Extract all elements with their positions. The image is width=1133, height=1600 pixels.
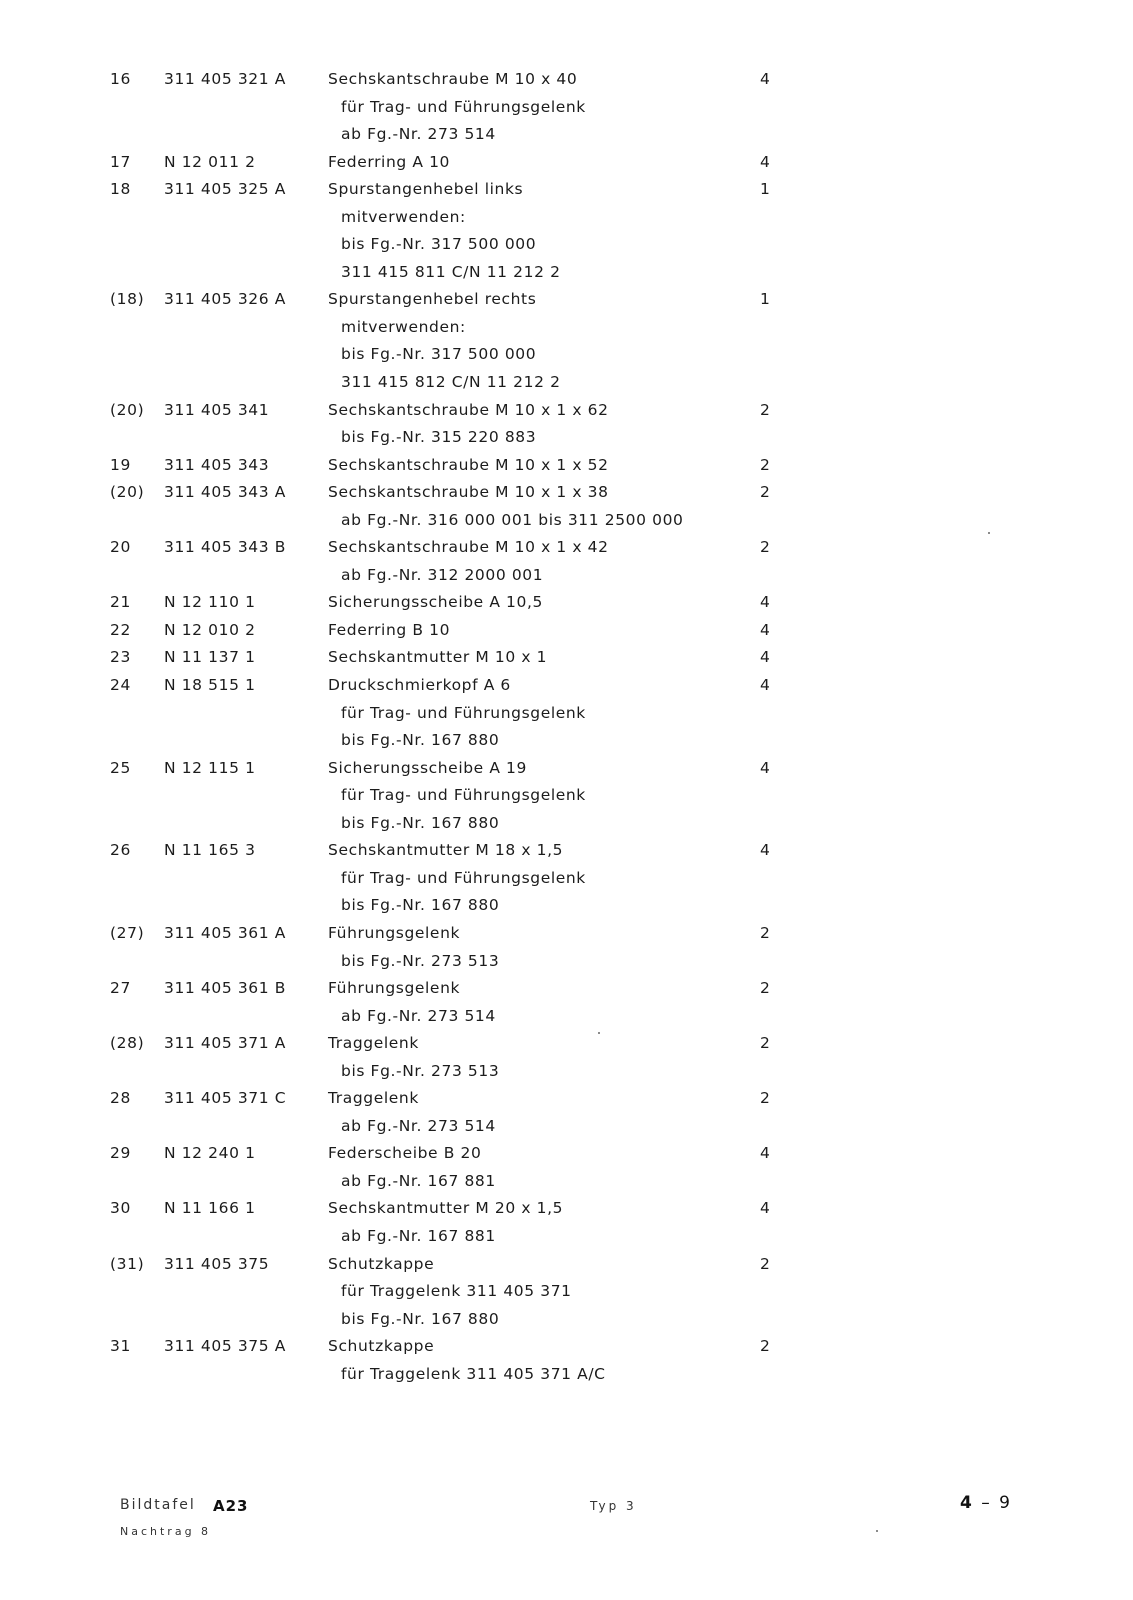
parts-row-note xyxy=(0,507,1133,535)
footer-page-number xyxy=(960,1493,1012,1513)
part-note: ab Fg.-Nr. 273 514 xyxy=(341,1116,496,1135)
position-number: 17 xyxy=(110,152,131,171)
parts-row xyxy=(0,1085,1133,1113)
part-note: bis Fg.-Nr. 273 513 xyxy=(341,1061,500,1080)
part-note: für Traggelenk 311 405 371 A/C xyxy=(341,1364,606,1383)
part-description: Spurstangenhebel rechts xyxy=(328,290,537,309)
parts-row-note xyxy=(0,810,1133,838)
part-description: Sechskantschraube M 10 x 1 x 42 xyxy=(328,538,609,557)
footer-type: Typ 3 xyxy=(590,1499,637,1513)
parts-row xyxy=(0,589,1133,617)
parts-row xyxy=(0,286,1133,314)
quantity: 2 xyxy=(760,1254,771,1273)
parts-row xyxy=(0,1251,1133,1279)
quantity: 4 xyxy=(760,1199,771,1218)
part-description: Sechskantmutter M 20 x 1,5 xyxy=(328,1199,564,1218)
parts-row-note xyxy=(0,231,1133,259)
part-number: 311 405 343 B xyxy=(164,538,286,557)
position-number: 30 xyxy=(110,1199,131,1218)
part-note: für Trag- und Führungsgelenk xyxy=(341,786,586,805)
parts-list xyxy=(0,66,1133,1388)
parts-row-note xyxy=(0,892,1133,920)
position-number: 25 xyxy=(110,758,131,777)
position-number: 20 xyxy=(110,538,131,557)
quantity: 2 xyxy=(760,483,771,502)
parts-row xyxy=(0,617,1133,645)
position-number: (20) xyxy=(110,483,145,502)
parts-row-note xyxy=(0,204,1133,232)
part-note: für Traggelenk 311 405 371 xyxy=(341,1282,572,1301)
parts-row-note xyxy=(0,1278,1133,1306)
position-number: (18) xyxy=(110,290,145,309)
part-description: Sechskantschraube M 10 x 1 x 52 xyxy=(328,455,609,474)
part-note: 311 415 811 C/N 11 212 2 xyxy=(341,262,561,281)
part-number: 311 405 371 C xyxy=(164,1089,287,1108)
parts-row-note xyxy=(0,94,1133,122)
part-number: 311 405 321 A xyxy=(164,70,286,88)
position-number: 31 xyxy=(110,1337,131,1356)
part-number: N 11 166 1 xyxy=(164,1199,256,1218)
part-number: N 12 115 1 xyxy=(164,758,256,777)
parts-row xyxy=(0,397,1133,425)
part-number: 311 405 343 xyxy=(164,455,270,474)
parts-row-note xyxy=(0,314,1133,342)
quantity: 1 xyxy=(760,180,771,199)
quantity: 4 xyxy=(760,841,771,860)
part-note: für Trag- und Führungsgelenk xyxy=(341,97,586,116)
quantity: 2 xyxy=(760,1034,771,1053)
parts-row-note xyxy=(0,424,1133,452)
part-note: bis Fg.-Nr. 317 500 000 xyxy=(341,235,537,254)
part-note: bis Fg.-Nr. 167 880 xyxy=(341,896,500,915)
quantity: 2 xyxy=(760,455,771,474)
part-note: für Trag- und Führungsgelenk xyxy=(341,868,586,887)
parts-row xyxy=(0,1030,1133,1058)
quantity: 4 xyxy=(760,648,771,667)
part-description: Sechskantschraube M 10 x 1 x 62 xyxy=(328,400,609,419)
quantity: 2 xyxy=(760,400,771,419)
position-number: 24 xyxy=(110,676,131,695)
parts-row-note xyxy=(0,562,1133,590)
part-number: N 12 240 1 xyxy=(164,1144,256,1163)
parts-row xyxy=(0,755,1133,783)
part-number: N 12 010 2 xyxy=(164,620,256,639)
scan-speck xyxy=(988,532,990,534)
part-description: Führungsgelenk xyxy=(328,979,461,998)
parts-row xyxy=(0,176,1133,204)
part-note: ab Fg.-Nr. 167 881 xyxy=(341,1171,496,1190)
part-description: Sechskantmutter M 18 x 1,5 xyxy=(328,841,564,860)
part-number: 311 405 325 A xyxy=(164,180,286,199)
position-number: (27) xyxy=(110,923,145,942)
parts-row xyxy=(0,1333,1133,1361)
part-description: Druckschmierkopf A 6 xyxy=(328,676,511,695)
parts-row-note xyxy=(0,1058,1133,1086)
footer-supplement: Nachtrag 8 xyxy=(120,1525,212,1538)
scan-speck xyxy=(876,1530,878,1532)
footer-page-minor: – 9 xyxy=(981,1493,1012,1513)
quantity: 4 xyxy=(760,593,771,612)
position-number: (20) xyxy=(110,400,145,419)
position-number: 19 xyxy=(110,455,131,474)
part-description: Führungsgelenk xyxy=(328,923,461,942)
parts-row-note xyxy=(0,369,1133,397)
part-description: Federring A 10 xyxy=(328,152,451,171)
parts-row xyxy=(0,1140,1133,1168)
part-number: 311 405 375 xyxy=(164,1254,270,1273)
part-description: Sechskantschraube M 10 x 40 xyxy=(328,70,578,88)
quantity: 4 xyxy=(760,758,771,777)
position-number: 28 xyxy=(110,1089,131,1108)
position-number: 26 xyxy=(110,841,131,860)
part-description: Sicherungsscheibe A 10,5 xyxy=(328,593,543,612)
quantity: 4 xyxy=(760,676,771,695)
parts-row-note xyxy=(0,1003,1133,1031)
quantity: 2 xyxy=(760,979,771,998)
part-description: Traggelenk xyxy=(328,1034,419,1053)
position-number: 21 xyxy=(110,593,131,612)
parts-row-note xyxy=(0,782,1133,810)
parts-row xyxy=(0,975,1133,1003)
part-note: bis Fg.-Nr. 167 880 xyxy=(341,731,500,750)
part-note: ab Fg.-Nr. 273 514 xyxy=(341,125,496,144)
position-number: 16 xyxy=(110,70,131,88)
part-number: 311 405 375 A xyxy=(164,1337,286,1356)
quantity: 4 xyxy=(760,1144,771,1163)
part-note: für Trag- und Führungsgelenk xyxy=(341,703,586,722)
part-number: N 11 165 3 xyxy=(164,841,256,860)
part-number: N 12 110 1 xyxy=(164,593,256,612)
part-number: N 18 515 1 xyxy=(164,676,256,695)
part-note: ab Fg.-Nr. 167 881 xyxy=(341,1226,496,1245)
parts-row xyxy=(0,1195,1133,1223)
quantity: 4 xyxy=(760,620,771,639)
part-note: mitverwenden: xyxy=(341,207,466,226)
part-note: ab Fg.-Nr. 316 000 001 bis 311 2500 000 xyxy=(341,510,684,529)
position-number: (28) xyxy=(110,1034,145,1053)
part-number: 311 405 326 A xyxy=(164,290,286,309)
parts-row xyxy=(0,644,1133,672)
parts-row-note xyxy=(0,1306,1133,1334)
footer-plate-code: A23 xyxy=(213,1497,249,1515)
parts-row-note xyxy=(0,341,1133,369)
quantity: 2 xyxy=(760,1089,771,1108)
part-note: ab Fg.-Nr. 273 514 xyxy=(341,1006,496,1025)
quantity: 2 xyxy=(760,1337,771,1356)
parts-row xyxy=(0,837,1133,865)
parts-row xyxy=(0,672,1133,700)
position-number: 22 xyxy=(110,620,131,639)
part-description: Spurstangenhebel links xyxy=(328,180,524,199)
parts-row xyxy=(0,479,1133,507)
parts-row xyxy=(0,452,1133,480)
part-number: 311 405 341 xyxy=(164,400,270,419)
footer-book-label: Bildtafel xyxy=(120,1497,196,1513)
part-note: bis Fg.-Nr. 315 220 883 xyxy=(341,428,537,447)
position-number: 18 xyxy=(110,180,131,199)
position-number: 29 xyxy=(110,1144,131,1163)
parts-row xyxy=(0,534,1133,562)
part-note: 311 415 812 C/N 11 212 2 xyxy=(341,373,561,392)
part-description: Schutzkappe xyxy=(328,1254,435,1273)
part-number: 311 405 361 B xyxy=(164,979,286,998)
part-description: Federring B 10 xyxy=(328,620,451,639)
part-description: Sechskantmutter M 10 x 1 xyxy=(328,648,548,667)
position-number: 23 xyxy=(110,648,131,667)
parts-row xyxy=(0,66,1133,94)
parts-row-note xyxy=(0,727,1133,755)
part-number: 311 405 361 A xyxy=(164,923,286,942)
quantity: 1 xyxy=(760,290,771,309)
parts-row-note xyxy=(0,865,1133,893)
position-number: (31) xyxy=(110,1254,145,1273)
parts-row-note xyxy=(0,1113,1133,1141)
quantity: 4 xyxy=(760,70,771,88)
parts-row-note xyxy=(0,121,1133,149)
quantity: 4 xyxy=(760,152,771,171)
part-note: bis Fg.-Nr. 167 880 xyxy=(341,1309,500,1328)
parts-row-note xyxy=(0,1223,1133,1251)
part-note: bis Fg.-Nr. 273 513 xyxy=(341,951,500,970)
part-description: Schutzkappe xyxy=(328,1337,435,1356)
part-number: N 12 011 2 xyxy=(164,152,256,171)
quantity: 2 xyxy=(760,538,771,557)
part-note: bis Fg.-Nr. 167 880 xyxy=(341,813,500,832)
parts-row-note xyxy=(0,1168,1133,1196)
footer-page-major: 4 xyxy=(960,1493,974,1513)
parts-row-note xyxy=(0,1361,1133,1389)
parts-row-note xyxy=(0,259,1133,287)
part-number: 311 405 371 A xyxy=(164,1034,286,1053)
part-description: Sicherungsscheibe A 19 xyxy=(328,758,527,777)
parts-row-note xyxy=(0,948,1133,976)
parts-row xyxy=(0,920,1133,948)
part-description: Sechskantschraube M 10 x 1 x 38 xyxy=(328,483,609,502)
quantity: 2 xyxy=(760,923,771,942)
parts-row xyxy=(0,149,1133,177)
part-description: Traggelenk xyxy=(328,1089,419,1108)
parts-row-note xyxy=(0,700,1133,728)
part-number: 311 405 343 A xyxy=(164,483,286,502)
part-description: Federscheibe B 20 xyxy=(328,1144,482,1163)
position-number: 27 xyxy=(110,979,131,998)
part-number: N 11 137 1 xyxy=(164,648,256,667)
part-note: ab Fg.-Nr. 312 2000 001 xyxy=(341,565,544,584)
part-note: mitverwenden: xyxy=(341,317,466,336)
part-note: bis Fg.-Nr. 317 500 000 xyxy=(341,345,537,364)
scan-speck xyxy=(598,1032,600,1034)
